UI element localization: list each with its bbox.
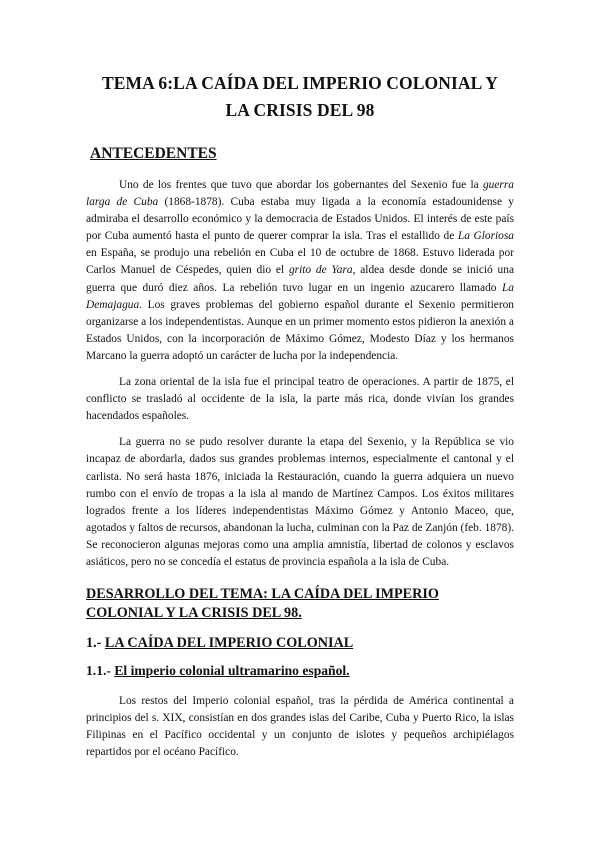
title-line-2: LA CRISIS DEL 98 <box>225 100 375 120</box>
antecedentes-paragraph-1: Uno de los frentes que tuvo que abordar los gobernantes del Sexenio fue la guerra larga de Cuba (1868-1878). Cuba estaba muy ligada a la economía estadounidense y admiraba el desarrollo económico y la democracia de Estados Unidos. El interés de este país por Cuba aumentó hasta el punto de querer comprar la isla. Tras el estallido de La Gloriosa en España, se produjo una rebelión en Cuba el 10 de octubre de 1868. Estuvo liderada por Carlos Manuel de Céspedes, quien dio el grito de Yara, aldea desde donde se inició una guerra que duró diez años. La rebelión tuvo lugar en un ingenio azucarero llamado La Demajagua. Los graves problemas del gobierno español durante el Sexenio permitieron organizarse a los independentistas. Aunque en un primer momento estos pidieron la anexión a Estados Unidos, con la incorporación de Máximo Gómez, Modesto Díaz y los hermanos Marcano la guerra adoptó un carácter de lucha por la independencia. <box>86 179 514 362</box>
italic-guerra-larga: guerra larga de Cuba <box>86 179 514 209</box>
italic-la-gloriosa: La Gloriosa <box>457 230 514 243</box>
antecedentes-heading: ANTECEDENTES <box>90 145 217 162</box>
italic-la-demajagua: La Demajagua <box>86 281 514 311</box>
desarrollo-heading-line-2: COLONIAL Y LA CRISIS DEL 98. <box>86 605 302 622</box>
section-1-number: 1.- <box>86 635 102 652</box>
section-1-1-paragraph-1: Los restos del Imperio colonial español, tras la pérdida de América continental a principios del s. XIX, consistían en dos grandes islas del Caribe, Cuba y Puerto Rico, la islas Filipinas en el Pacífico occidental y un conjunto de islotes y pequeños archipiélagos repartidos por el océano Pacífico. <box>86 695 514 759</box>
section-1-1-heading <box>86 661 514 681</box>
italic-grito-de-yara: grito de Yara, <box>288 264 356 277</box>
title-line-1: TEMA 6:LA CAÍDA DEL IMPERIO COLONIAL Y <box>102 73 498 93</box>
desarrollo-heading-line-1: DESARROLLO DEL TEMA: LA CAÍDA DEL IMPERIO <box>86 586 439 603</box>
section-1-title: LA CAÍDA DEL IMPERIO COLONIAL <box>104 635 354 652</box>
desarrollo-heading <box>86 585 514 623</box>
section-1-heading <box>86 633 514 653</box>
section-1-1-title: El imperio colonial ultramarino español. <box>114 663 350 679</box>
section-1-1-number: 1.1.- <box>86 663 111 679</box>
document-title <box>86 70 514 124</box>
antecedentes-paragraph-2: La zona oriental de la isla fue el principal teatro de operaciones. A partir de 1875, el conflicto se trasladó al occidente de la isla, la parte más rica, donde vivían los grandes hacendados españoles. <box>86 376 514 423</box>
antecedentes-paragraph-3: La guerra no se pudo resolver durante la etapa del Sexenio, y la República se vio incapaz de abordarla, dados sus grandes problemas internos, especialmente el cantonal y el carlista. No será hasta 1876, iniciada la Restauración, cuando la guerra adquiera un nuevo rumbo con el envío de tropas a la isla al mando de Martínez Campos. Los éxitos militares logrados frente a los líderes independentistas Máximo Gómez y Antonio Maceo, que, agotados y faltos de recursos, abandonan la lucha, culminan con la Paz de Zanjón (feb. 1878). Se reconocieron algunas mejoras como una amplia amnistía, libertad de colonos y esclavos asiáticos, pero no se concedía el estatus de provincia española a la isla de Cuba. <box>86 436 514 568</box>
